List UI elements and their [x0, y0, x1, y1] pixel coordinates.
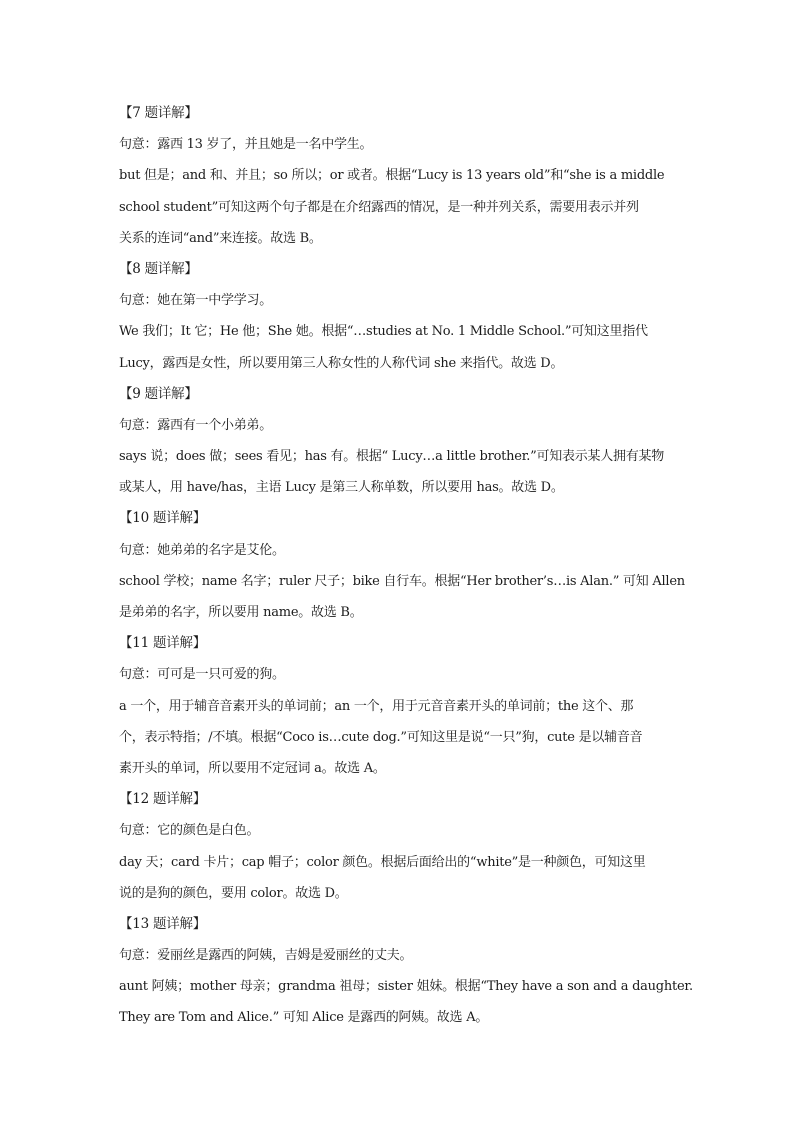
explanation-line: day 天；card 卡片；cap 帽子；color 颜色。根据后面给出的“white”是一种颜色，可知这里	[119, 854, 646, 870]
explanation-line: 素开头的单词，所以要用不定冠词 a。故选 A。	[119, 760, 386, 776]
explanation-section-10	[119, 503, 685, 628]
section-heading: 【7 题详解】	[119, 105, 198, 121]
explanation-section-11	[119, 628, 679, 784]
explanation-line: 说的是狗的颜色，要用 color。故选 D。	[119, 885, 348, 901]
explanation-line: says 说；does 做；sees 看见；has 有。根据“ Lucy…a little brother.”可知表示某人拥有某物	[119, 449, 665, 465]
sentence-meaning: 句意：露西 13 岁了，并且她是一名中学生。	[119, 137, 373, 153]
explanation-section-9	[119, 379, 679, 504]
sentence-meaning: 句意：她在第一中学学习。	[119, 293, 273, 309]
explanation-line: 或某人，用 have/has，主语 Lucy 是第三人称单数，所以要用 has。故选 D。	[119, 480, 564, 496]
explanation-line: 是弟弟的名字，所以要用 name。故选 B。	[119, 605, 363, 620]
explanation-line: We 我们；It 它；He 他；She 她。根据“…studies at No. 1 Middle School.”可知这里指代	[119, 324, 648, 340]
answer-explanations	[119, 98, 693, 1034]
explanation-line: but 但是；and 和、并且；so 所以；or 或者。根据“Lucy is 13 years old”和“she is a middle	[119, 168, 665, 184]
section-heading: 【10 题详解】	[119, 510, 206, 527]
explanation-line: They are Tom and Alice.” 可知 Alice 是露西的阿姨。故选 A。	[119, 1010, 489, 1026]
explanation-line: school 学校；name 名字；ruler 尺子；bike 自行车。根据“Her brother’s…is Alan.” 可知 Allen	[119, 573, 685, 589]
section-heading: 【12 题详解】	[119, 791, 206, 808]
sentence-meaning: 句意：爱丽丝是露西的阿姨，吉姆是爱丽丝的丈夫。	[119, 948, 413, 964]
sentence-meaning: 句意：露西有一个小弟弟。	[119, 417, 273, 433]
explanation-section-8	[119, 254, 679, 379]
section-heading: 【13 题详解】	[119, 915, 206, 932]
sentence-meaning: 句意：可可是一只可爱的狗。	[119, 667, 285, 683]
explanation-section-12	[119, 784, 679, 909]
explanation-line: school student”可知这两个句子都是在介绍露西的情况，是一种并列关系，需要用表示并列	[119, 199, 639, 215]
explanation-line: 关系的连词“and”来连接。故选 B。	[119, 230, 322, 246]
section-heading: 【11 题详解】	[119, 635, 206, 652]
explanation-line: Lucy，露西是女性，所以要用第三人称女性的人称代词 she 来指代。故选 D。	[119, 355, 564, 371]
sentence-meaning: 句意：她弟弟的名字是艾伦。	[119, 542, 285, 558]
explanation-line: aunt 阿姨；mother 母亲；grandma 祖母；sister 姐妹。根据“They have a son and a daughter.	[119, 979, 693, 995]
explanation-section-7	[119, 98, 679, 254]
explanation-line: a 一个，用于辅音音素开头的单词前；an 一个，用于元音音素开头的单词前；the 这个、那	[119, 698, 634, 714]
section-heading: 【8 题详解】	[119, 260, 198, 277]
explanation-line: 个，表示特指；/不填。根据“Coco is…cute dog.”可知这里是说“一只”狗，cute 是以辅音音	[119, 729, 643, 745]
section-heading: 【9 题详解】	[119, 385, 198, 402]
sentence-meaning: 句意：它的颜色是白色。	[119, 823, 260, 839]
explanation-section-13	[119, 909, 693, 1034]
